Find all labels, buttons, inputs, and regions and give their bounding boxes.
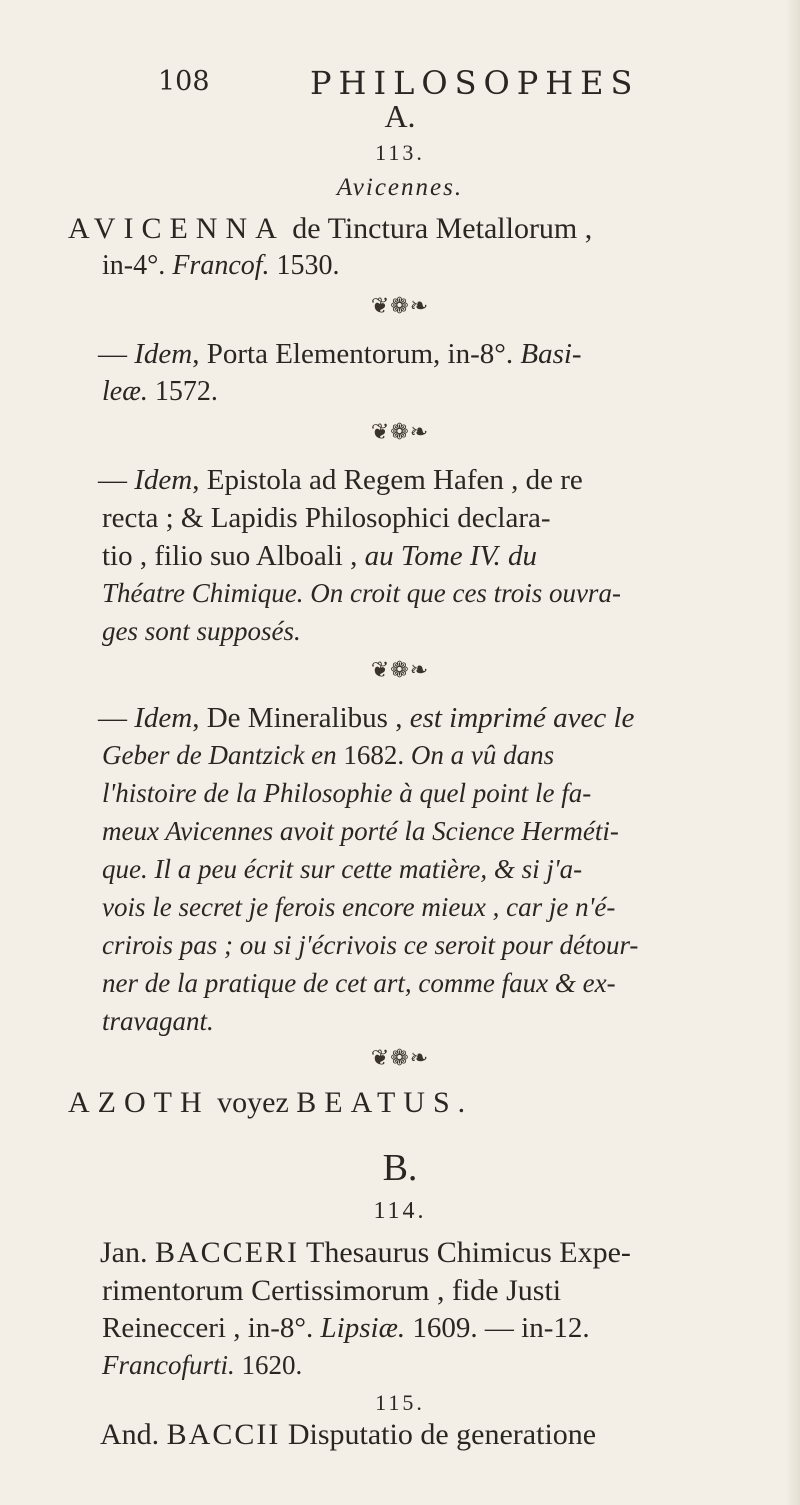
entry-text: Reinecceri , in-8°. [102,1312,321,1344]
entry-avicenna-line-1 [68,212,768,246]
entry-mineralibus-line-7: crirois pas ; ou si j'écrivois ce seroit pour détour- [102,930,639,960]
ornament-separator: ❦❁❧ [370,658,430,683]
idem: Idem [134,338,193,370]
entry-text: Thesaurus Chimicus Expe- [299,1236,631,1269]
entry-bacceri-line-1 [100,1236,800,1270]
place: Lipsiæ. [320,1312,406,1344]
year: 1572. [147,376,218,407]
section-letter-a: A. [384,98,416,134]
place: leæ. [102,376,148,407]
entry-bacceri-line-3 [102,1312,800,1345]
entry-number-114: 114. [373,1198,427,1224]
ornament-separator: ❦❁❧ [370,294,430,319]
year: 1682. [343,740,405,770]
entry-mineralibus-line-8: ner de la pratique de cet art, comme faux & ex- [102,968,616,998]
given-name: And. [100,1418,167,1451]
entry-porta-line-1 [98,338,798,371]
entry-text: , De Mineralibus , [192,702,410,734]
entry-mineralibus-line-4: meux Avicennes avoit porté la Science Herméti- [102,816,619,846]
entry-text: 1609. — in-12. [405,1312,590,1344]
dash: — [98,702,135,734]
place: Basi- [520,338,582,370]
ornament-separator: ❦❁❧ [370,1046,430,1071]
entry-text: de Tinctura Metallorum , [284,212,593,245]
cross-reference-target: BEATUS. [296,1086,474,1119]
dash: — [98,464,135,496]
idem: Idem [134,702,193,734]
entry-text: , Porta Elementorum, in-8°. [192,338,521,370]
running-title: PHILOSOPHES [310,64,640,102]
entry-avicenna-line-2 [102,250,800,282]
entry-mineralibus-line-1 [98,702,798,735]
entry-azoth [68,1086,768,1120]
page-number: 108 [158,66,210,97]
entry-epistola-line-3 [102,540,800,573]
format: in-4°. [102,250,173,281]
entry-porta-line-2 [102,376,800,408]
section-letter-b: B. [382,1147,418,1189]
note: Geber de Dantzick en [102,740,344,770]
entry-epistola-line-5: ges sont supposés. [102,616,301,646]
note: On a vû dans [404,740,555,770]
reference: au Tome IV. du [364,540,538,572]
entry-baccii [100,1418,800,1452]
entry-mineralibus-line-6: vois le secret je ferois encore mieux , car je n'é- [102,892,616,922]
entry-epistola-line-4: Théatre Chimique. On croit que ces trois ouvra- [102,578,621,608]
dash: — [98,338,135,370]
entry-text: tio , filio suo Alboali , [102,540,365,572]
entry-mineralibus-line-3: l'histoire de la Philosophie à quel point le fa- [102,778,592,808]
entry-text: , Epistola ad Regem Hafen , de re [192,464,583,496]
entry-number-115: 115. [375,1390,425,1415]
given-name: Jan. [100,1236,155,1269]
author-name: BACCII [166,1418,281,1451]
year: 1620. [234,1350,303,1380]
author-name: BACCERI [155,1236,300,1269]
entry-epistola-line-1 [98,464,798,497]
entry-mineralibus-line-9: travagant. [102,1006,214,1036]
year: 1530. [269,250,340,281]
entry-bacceri-line-4 [102,1350,800,1381]
author-name: AVICENNA [68,212,285,245]
subheading-avicennes: Avicennes. [336,174,464,201]
note: est imprimé avec le [409,702,635,734]
entry-bacceri-line-2: rimentorum Certissimorum , fide Justi [102,1274,562,1307]
entry-text: Disputatio de generatione [280,1418,597,1451]
entry-mineralibus-line-2 [102,740,800,771]
place: Francof. [172,250,270,281]
author-name: AZOTH [68,1086,210,1119]
ornament-separator: ❦❁❧ [370,420,430,445]
entry-epistola-line-2: recta ; & Lapidis Philosophici declara- [102,502,551,534]
entry-number-113: 113. [375,140,425,165]
place: Francofurti. [102,1350,235,1380]
cross-reference: voyez [209,1086,297,1119]
idem: Idem [134,464,193,496]
entry-mineralibus-line-5: que. Il a peu écrit sur cette matière, & si j'a- [102,854,583,884]
